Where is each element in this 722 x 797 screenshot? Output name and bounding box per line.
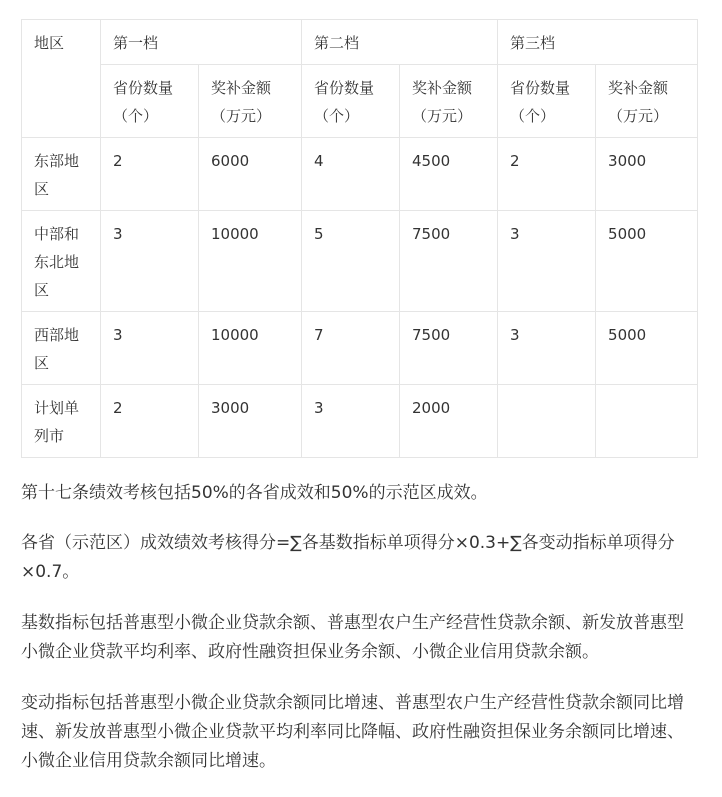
tier-1-amount-cell: 10000: [199, 312, 302, 385]
table-row: [22, 312, 698, 385]
tier-3-count-cell: [498, 385, 596, 458]
paragraph-score-formula: 各省（示范区）成效绩效考核得分=∑各基数指标单项得分×0.3+∑各变动指标单项得分×0.7。: [21, 533, 675, 582]
tier-1-count-cell: 3: [101, 211, 199, 312]
tier-2-amount-cell: 2000: [400, 385, 498, 458]
header-tier-3-count: 省份数量（个）: [498, 65, 596, 138]
table-row: [22, 211, 698, 312]
tier-1-count-cell: 2: [101, 385, 199, 458]
row-region-cell: 计划单列市: [22, 385, 101, 458]
tier-3-count-cell: 2: [498, 138, 596, 211]
paragraph-article-17: 第十七条绩效考核包括50%的各省成效和50%的示范区成效。: [21, 483, 488, 503]
award-table: [21, 19, 698, 458]
tier-2-count-cell: 3: [302, 385, 400, 458]
header-tier-1: 第一档: [101, 20, 302, 65]
header-tier-2-count: 省份数量（个）: [302, 65, 400, 138]
table-row: [22, 385, 698, 458]
tier-2-count-cell: 4: [302, 138, 400, 211]
tier-2-amount-cell: 7500: [400, 211, 498, 312]
header-region: 地区: [22, 20, 101, 138]
tier-1-amount-cell: 3000: [199, 385, 302, 458]
tier-3-count-cell: 3: [498, 211, 596, 312]
header-tier-1-amount: 奖补金额（万元）: [199, 65, 302, 138]
tier-1-amount-cell: 6000: [199, 138, 302, 211]
tier-1-count-cell: 3: [101, 312, 199, 385]
row-region-cell: 中部和东北地区: [22, 211, 101, 312]
header-tier-3: 第三档: [498, 20, 698, 65]
tier-2-count-cell: 7: [302, 312, 400, 385]
tier-3-count-cell: 3: [498, 312, 596, 385]
document-body: [21, 19, 697, 776]
tier-2-count-cell: 5: [302, 211, 400, 312]
tier-3-amount-cell: 5000: [596, 211, 698, 312]
paragraph-change-indicators: 变动指标包括普惠型小微企业贷款余额同比增速、普惠型农户生产经营性贷款余额同比增速、新发放普惠型小微企业贷款平均利率同比降幅、政府性融资担保业务余额同比增速、小微企业信用贷款余额同比增速。: [21, 693, 684, 771]
tier-3-amount-cell: [596, 385, 698, 458]
row-region-cell: 西部地区: [22, 312, 101, 385]
tier-1-amount-cell: 10000: [199, 211, 302, 312]
header-tier-2: 第二档: [302, 20, 498, 65]
tier-1-count-cell: 2: [101, 138, 199, 211]
tier-2-amount-cell: 7500: [400, 312, 498, 385]
table-header-row: [22, 20, 698, 65]
tier-3-amount-cell: 5000: [596, 312, 698, 385]
paragraph-base-indicators: 基数指标包括普惠型小微企业贷款余额、普惠型农户生产经营性贷款余额、新发放普惠型小微企业贷款平均利率、政府性融资担保业务余额、小微企业信用贷款余额。: [21, 613, 684, 662]
header-tier-2-amount: 奖补金额（万元）: [400, 65, 498, 138]
header-tier-3-amount: 奖补金额（万元）: [596, 65, 698, 138]
tier-2-amount-cell: 4500: [400, 138, 498, 211]
tier-3-amount-cell: 3000: [596, 138, 698, 211]
table-subheader-row: [22, 65, 698, 138]
row-region-cell: 东部地区: [22, 138, 101, 211]
header-tier-1-count: 省份数量（个）: [101, 65, 199, 138]
table-row: [22, 138, 698, 211]
